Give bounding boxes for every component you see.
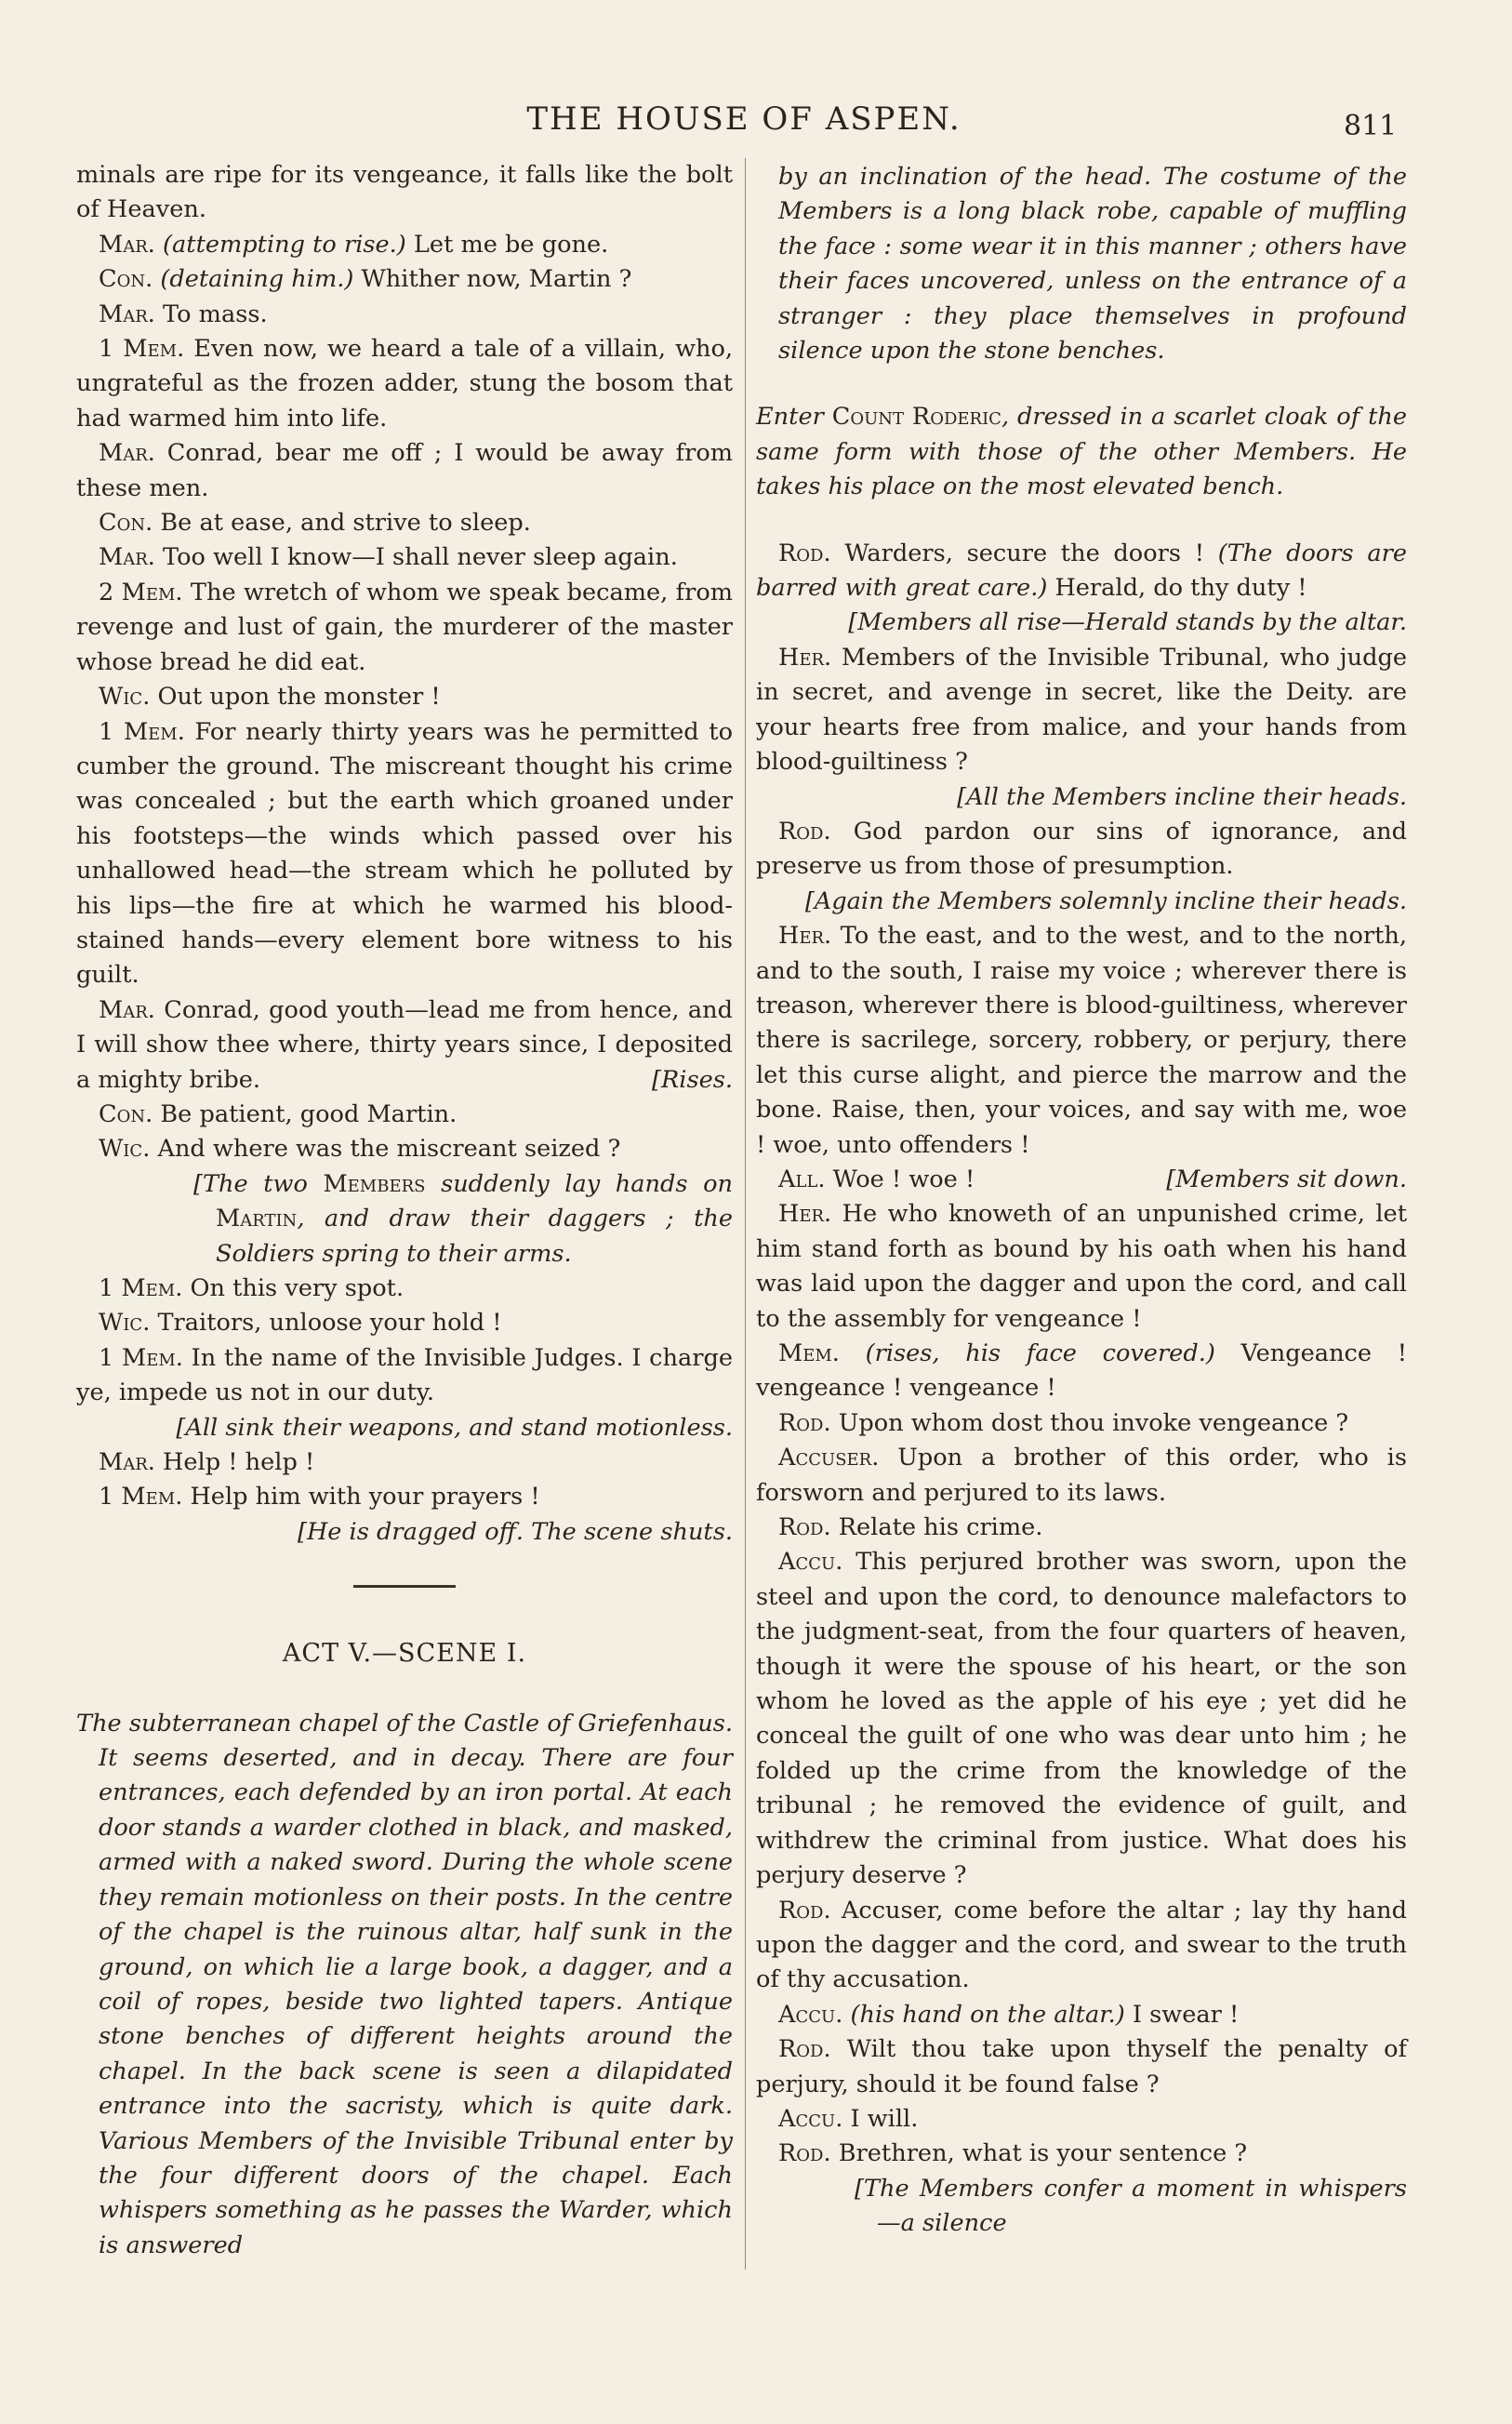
page-number: 811	[1344, 110, 1398, 142]
column-divider	[745, 158, 746, 2270]
running-title: THE HOUSE OF ASPEN.	[526, 100, 962, 138]
speech-line	[76, 262, 733, 297]
stage-direction: , dressed in a scarlet cloak of the same form with those of the other Members. He takes his place on the most elevated bench.	[756, 403, 1408, 501]
speech-text: Help him with your prayers !	[182, 1483, 540, 1512]
speech-line	[76, 1480, 733, 1514]
speech-text: Wilt thou take upon thyself the penalty of perjury, should it be found false ?	[756, 2035, 1407, 2098]
speaker: Her.	[778, 922, 832, 951]
speaker: Rod.	[778, 1896, 831, 1925]
speech-line	[76, 1132, 733, 1166]
speaker: Mar.	[99, 300, 155, 328]
speech-text: Help ! help !	[154, 1448, 315, 1477]
speaker: 1 Mem.	[99, 717, 185, 746]
speaker: Con.	[99, 1099, 153, 1128]
stage-name: Count Roderic	[831, 403, 1001, 432]
stage-direction: (The doors are barred with great care.)	[756, 539, 1408, 603]
stage-direction: suddenly lay hands on	[425, 1169, 733, 1198]
stage-direction: (detaining him.)	[160, 265, 354, 294]
speaker: Mar.	[99, 1448, 155, 1477]
speech-line	[756, 1998, 1407, 2032]
speaker: Her.	[778, 643, 832, 672]
speaker: All.	[778, 1165, 826, 1193]
speaker: Rod.	[778, 1408, 831, 1437]
stage-direction: (rises, his face covered.)	[865, 1339, 1215, 1367]
stage-direction: [The Members confer a moment in whispers—a silence	[855, 2174, 1407, 2238]
speaker: 2 Mem.	[99, 578, 183, 606]
speech-line	[756, 1163, 1407, 1197]
speech-line	[76, 576, 733, 680]
scene-description: The subterranean chapel of the Castle of Griefenhaus. It seems deserted, and in decay. There are four entrances, each defended by an iron portal. At each door stands a warder clothed in black, and masked, armed with a naked sword. During the whole scene they remain motionless on their posts. In the centre of the chapel is the ruinous altar, half sunk in the ground, on which lie a large book, a dagger, and a coil of ropes, beside two lighted tapers. Antique stone benches of different heights around the chapel. In the back scene is seen a dilapidated entrance into the sacristy, which is quite dark. Various Members of the Invisible Tribunal enter by the four different doors of the chapel. Each whispers something as he passes the Warder, which is answered	[76, 1709, 733, 2259]
speech-line	[76, 506, 733, 540]
speaker: Rod.	[778, 2035, 831, 2064]
stage-direction: (attempting to rise.)	[163, 230, 406, 259]
speech-text: Be patient, good Martin.	[153, 1099, 458, 1128]
speech-line	[76, 715, 733, 993]
speaker: Mar.	[99, 230, 155, 259]
speech-line	[756, 815, 1407, 885]
stage-direction: [Members sit down.	[1166, 1165, 1407, 1193]
speech-text: Relate his crime.	[830, 1513, 1043, 1542]
speaker: Mar.	[99, 439, 155, 468]
speech-line	[76, 1445, 733, 1480]
speech-text: Warders, secure the doors !	[830, 539, 1218, 567]
speech-text: Herald, do thy duty !	[1047, 574, 1307, 603]
stage-direction: [Members all rise—Herald stands by the altar.	[848, 608, 1407, 637]
speech-line	[76, 680, 733, 714]
speech-text: Even now, we heard a tale of a villain, who, ungrateful as the frozen adder, stung the bosom that had warmed him into life.	[76, 335, 733, 433]
speaker: Rod.	[778, 817, 831, 846]
speech-text: Accuser, come before the altar ; lay thy hand upon the dagger and the cord, and swear to the truth of thy accusation.	[756, 1896, 1407, 1994]
left-column	[76, 158, 733, 2263]
speech-line	[756, 2032, 1407, 2102]
speech-line	[76, 1341, 733, 1411]
speaker: 1 Mem.	[99, 335, 185, 364]
speech-text: And where was the miscreant seized ?	[150, 1135, 621, 1164]
speech-text: This perjured brother was sworn, upon the steel and upon the cord, to denounce malefactors to the judgment-seat, from the four quarters of heaven, though it were the spouse of his heart, or the son whom he loved as the apple of his eye ; yet did he conceal the guilt of one who was dear unto him ; he folded up the crime from the knowledge of the tribunal ; he removed the evidence of guilt, and withdrew the criminal from justice. What does his perjury deserve ?	[756, 1548, 1407, 1890]
right-column	[756, 160, 1407, 2242]
speech-text: Be at ease, and strive to sleep.	[153, 509, 531, 538]
speaker: Wic.	[99, 683, 151, 712]
speech-text: Let me be gone.	[405, 230, 609, 259]
speech-text: He who knoweth of an unpunished crime, let him stand forth as bound by his oath when his hand was laid upon the dagger and upon the cord, and call to the assembly for vengeance !	[756, 1200, 1407, 1333]
speaker: Accuser.	[778, 1444, 880, 1472]
speaker: Rod.	[778, 539, 831, 567]
speech-text: To mass.	[154, 300, 268, 328]
speech-line	[76, 1306, 733, 1340]
stage-direction: Enter	[756, 403, 832, 432]
speech-line	[756, 1441, 1407, 1511]
speech-line	[756, 1511, 1407, 1545]
stage-direction-block	[76, 1167, 733, 1272]
speaker: Mem.	[778, 1339, 840, 1367]
spacer	[756, 505, 1407, 537]
stage-direction: (his hand on the altar.)	[850, 2000, 1125, 2029]
speech-text: Conrad, bear me off ; I would be away from these men.	[76, 439, 733, 502]
speaker: Rod.	[778, 1513, 831, 1542]
speech-text: Whither now, Martin ?	[353, 265, 632, 294]
speech-text: I swear !	[1124, 2000, 1240, 2029]
speech-line	[756, 1406, 1407, 1441]
speech-text: Out upon the monster !	[150, 683, 441, 712]
act-scene-title: ACT V.—SCENE I.	[282, 1639, 527, 1669]
speech-line	[76, 436, 733, 506]
speaker: Accu.	[778, 2104, 843, 2133]
speaker: 1 Mem.	[99, 1343, 183, 1372]
speech-line	[756, 641, 1407, 780]
speech-text: Woe ! woe !	[825, 1165, 975, 1193]
speech-text: In the name of the Invisible Judges. I charge ye, impede us not in our duty.	[76, 1343, 733, 1407]
speech-text: Traitors, unloose your hold !	[150, 1309, 502, 1338]
speech-line	[76, 228, 733, 262]
speech-line	[756, 1894, 1407, 1998]
speech-text: To the east, and to the west, and to the north, and to the south, I raise my voice ; wherever there is treason, wherever there is blood-guiltiness, wherever there is sacrilege, sorcery, robbery, or perjury, there let this curse alight, and pierce the marrow and the bone. Raise, then, your voices, and say with me, woe ! woe, unto offenders !	[756, 922, 1407, 1159]
entrance-direction	[756, 400, 1407, 504]
speech-line	[76, 1098, 733, 1132]
speech-text: Too well I know—I shall never sleep again.	[154, 543, 678, 572]
speaker: Her.	[778, 1200, 832, 1229]
speaker: Mar.	[99, 543, 155, 572]
speaker: 1 Mem.	[99, 1483, 183, 1512]
speech-line	[756, 1197, 1407, 1337]
speaker: Wic.	[99, 1309, 151, 1338]
stage-direction: , and draw their daggers ; the Soldiers spring to their arms.	[216, 1205, 733, 1268]
speech-line	[76, 298, 733, 332]
speech-text: Brethren, what is your sentence ?	[830, 2139, 1248, 2168]
speech-text: God pardon our sins of ignorance, and preserve us from those of presumption.	[756, 817, 1407, 881]
speech-line	[756, 1545, 1407, 1893]
speech-line	[76, 540, 733, 575]
stage-direction: [Again the Members solemnly incline their heads.	[804, 886, 1407, 915]
stage-name: Members	[323, 1169, 426, 1198]
speech-text: Upon a brother of this order, who is forsworn and perjured to its laws.	[756, 1444, 1407, 1507]
speech-line	[76, 993, 733, 1098]
stage-direction: [He is dragged off. The scene shuts.	[297, 1517, 733, 1546]
scene-description-continued: by an inclination of the head. The costume of the Members is a long black robe, capable of muffling the face : some wear it in this manner ; others have their faces uncovered, unless on the entrance of a stranger : they place themselves in profound silence upon the stone benches.	[778, 163, 1407, 366]
speech-text: Upon whom dost thou invoke vengeance ?	[830, 1408, 1349, 1437]
stage-direction: [All the Members incline their heads.	[957, 782, 1407, 811]
speech-line	[756, 2137, 1407, 2171]
paragraph: minals are ripe for its vengeance, it falls like the bolt of Heaven.	[76, 161, 733, 224]
stage-direction: [The two	[193, 1169, 324, 1198]
speech-line	[756, 919, 1407, 1163]
speaker: Con.	[99, 509, 153, 538]
speaker: 1 Mem.	[99, 1274, 183, 1302]
speech-text: Members of the Invisible Tribunal, who judge in secret, and avenge in secret, like the Deity. are your hearts free from malice, and your hands from blood-guiltiness ?	[756, 643, 1407, 777]
speech-line	[76, 332, 733, 436]
speech-line	[756, 537, 1407, 606]
speech-text: On this very spot.	[182, 1274, 405, 1302]
spacer	[756, 368, 1407, 400]
speech-text: I will.	[842, 2104, 919, 2133]
speech-line	[76, 1272, 733, 1306]
speaker: Mar.	[99, 995, 155, 1024]
speaker: Con.	[99, 265, 153, 294]
section-rule	[353, 1585, 456, 1588]
stage-direction: [Rises.	[652, 1065, 733, 1094]
stage-direction: [All sink their weapons, and stand motionless.	[176, 1413, 733, 1442]
speech-line	[756, 2102, 1407, 2137]
speech-text: Vengeance ! vengeance ! vengeance !	[756, 1339, 1407, 1403]
speaker: Accu.	[778, 1548, 843, 1577]
speaker: Wic.	[99, 1135, 151, 1164]
speech-text: For nearly thirty years was he permitted to cumber the ground. The miscreant thought his crime was concealed ; but the earth which groaned under his footsteps—the winds which passed over his unhallowed head—the stream which he polluted by his lips—the fire at which he warmed his blood-stained hands—every element bore witness to his guilt.	[76, 717, 733, 990]
speaker: Rod.	[778, 2139, 831, 2168]
speech-line	[756, 1337, 1407, 1406]
stage-name: Martin	[216, 1205, 298, 1233]
speaker: Accu.	[778, 2000, 843, 2029]
speech-text: The wretch of whom we speak became, from revenge and lust of gain, the murderer of the master whose bread he did eat.	[76, 578, 733, 676]
speech-text: Conrad, good youth—lead me from hence, and I will show thee where, thirty years since, I deposited a mighty bribe.	[76, 995, 733, 1094]
